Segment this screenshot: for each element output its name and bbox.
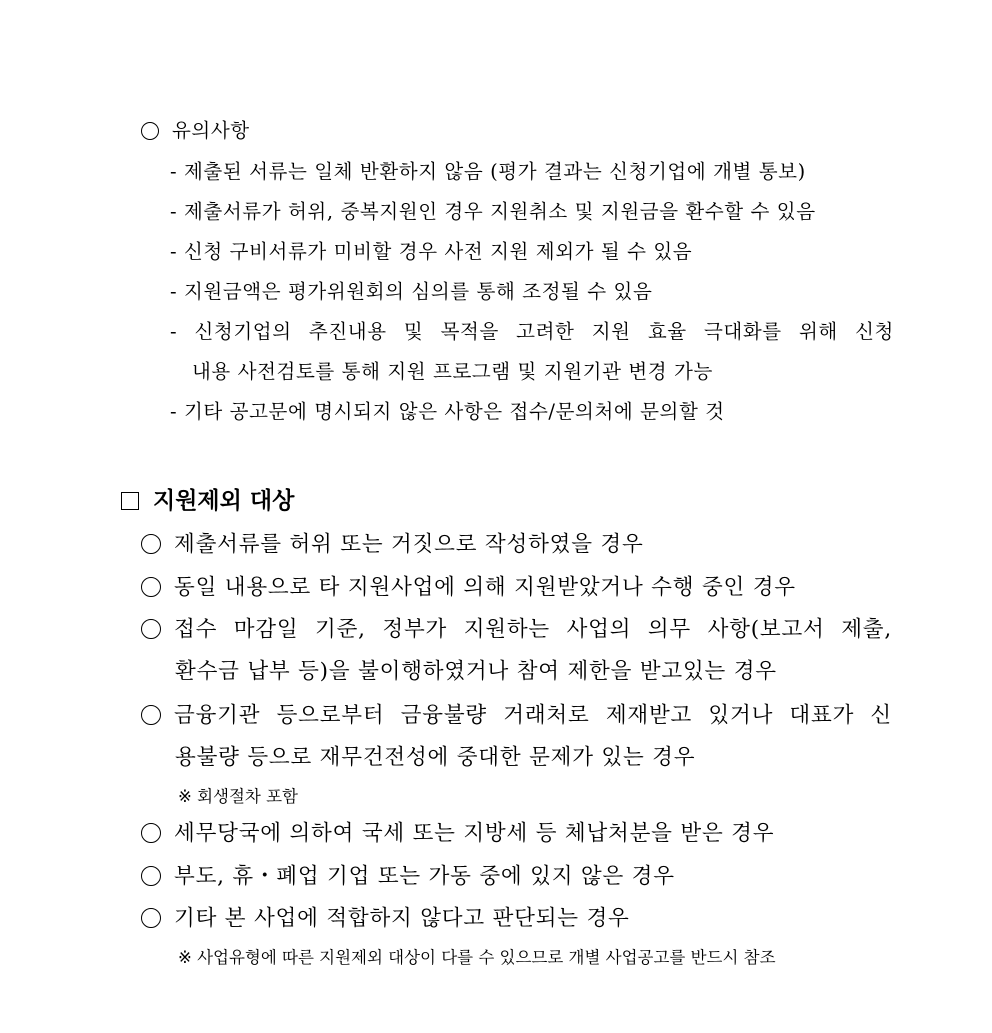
circle-bullet-icon <box>141 577 161 597</box>
notice-item: - 지원금액은 평가위원회의 심의를 통해 조정될 수 있음 <box>170 280 653 303</box>
square-bullet-icon <box>121 492 139 510</box>
circle-bullet-icon <box>141 823 161 843</box>
notice-item: - 제출된 서류는 일체 반환하지 않음 (평가 결과는 신청기업에 개별 통보) <box>170 160 806 183</box>
exclusion-item <box>141 908 630 930</box>
exclusion-item-continuation: 환수금 납부 등)을 불이행하였거나 참여 제한을 받고있는 경우 <box>175 659 777 684</box>
notice-item: - 기타 공고문에 명시되지 않은 사항은 접수/문의처에 문의할 것 <box>170 400 725 423</box>
exclusion-item-continuation: 용불량 등으로 재무건전성에 중대한 문제가 있는 경우 <box>175 745 696 770</box>
exclusion-item <box>141 534 644 556</box>
notice-title-row <box>141 121 250 141</box>
notice-item: - 신청 구비서류가 미비할 경우 사전 지원 제외가 될 수 있음 <box>170 240 693 263</box>
notice-item: - 제출서류가 허위, 중복지원인 경우 지원취소 및 지원금을 환수할 수 있음 <box>170 200 816 223</box>
exclusion-item-text: 부도, 휴・폐업 기업 또는 가동 중에 있지 않은 경우 <box>174 864 675 889</box>
circle-bullet-icon <box>141 122 159 140</box>
exclusion-item <box>141 823 774 845</box>
circle-bullet-icon <box>141 619 161 639</box>
exclusion-item <box>141 577 796 599</box>
exclusion-item-text: 제출서류를 허위 또는 거짓으로 작성하였을 경우 <box>174 532 644 557</box>
exclusion-item <box>141 866 675 888</box>
exclusion-footnote: ※ 사업유형에 따른 지원제외 대상이 다를 수 있으므로 개별 사업공고를 반드시 참조 <box>178 948 776 967</box>
circle-bullet-icon <box>141 908 161 928</box>
exclusion-heading-row <box>121 490 294 513</box>
circle-bullet-icon <box>141 866 161 886</box>
exclusion-item <box>141 619 892 641</box>
exclusion-item-text: 동일 내용으로 타 지원사업에 의해 지원받았거나 수행 중인 경우 <box>174 575 796 600</box>
exclusion-item-text: 접수 마감일 기준, 정부가 지원하는 사업의 의무 사항(보고서 제출, <box>174 617 892 642</box>
exclusion-item-text: 기타 본 사업에 적합하지 않다고 판단되는 경우 <box>174 906 630 931</box>
notice-title: 유의사항 <box>172 119 250 142</box>
exclusion-item-text: 금융기관 등으로부터 금융불량 거래처로 제재받고 있거나 대표가 신 <box>174 703 892 728</box>
notice-item-continuation: 내용 사전검토를 통해 지원 프로그램 및 지원기관 변경 가능 <box>192 360 713 383</box>
exclusion-footnote: ※ 회생절차 포함 <box>178 787 298 806</box>
circle-bullet-icon <box>141 705 161 725</box>
exclusion-heading: 지원제외 대상 <box>153 488 295 514</box>
exclusion-item-text: 세무당국에 의하여 국세 또는 지방세 등 체납처분을 받은 경우 <box>174 821 775 846</box>
notice-item: - 신청기업의 추진내용 및 목적을 고려한 지원 효율 극대화를 위해 신청 <box>170 320 894 343</box>
exclusion-item <box>141 705 892 727</box>
circle-bullet-icon <box>141 534 161 554</box>
